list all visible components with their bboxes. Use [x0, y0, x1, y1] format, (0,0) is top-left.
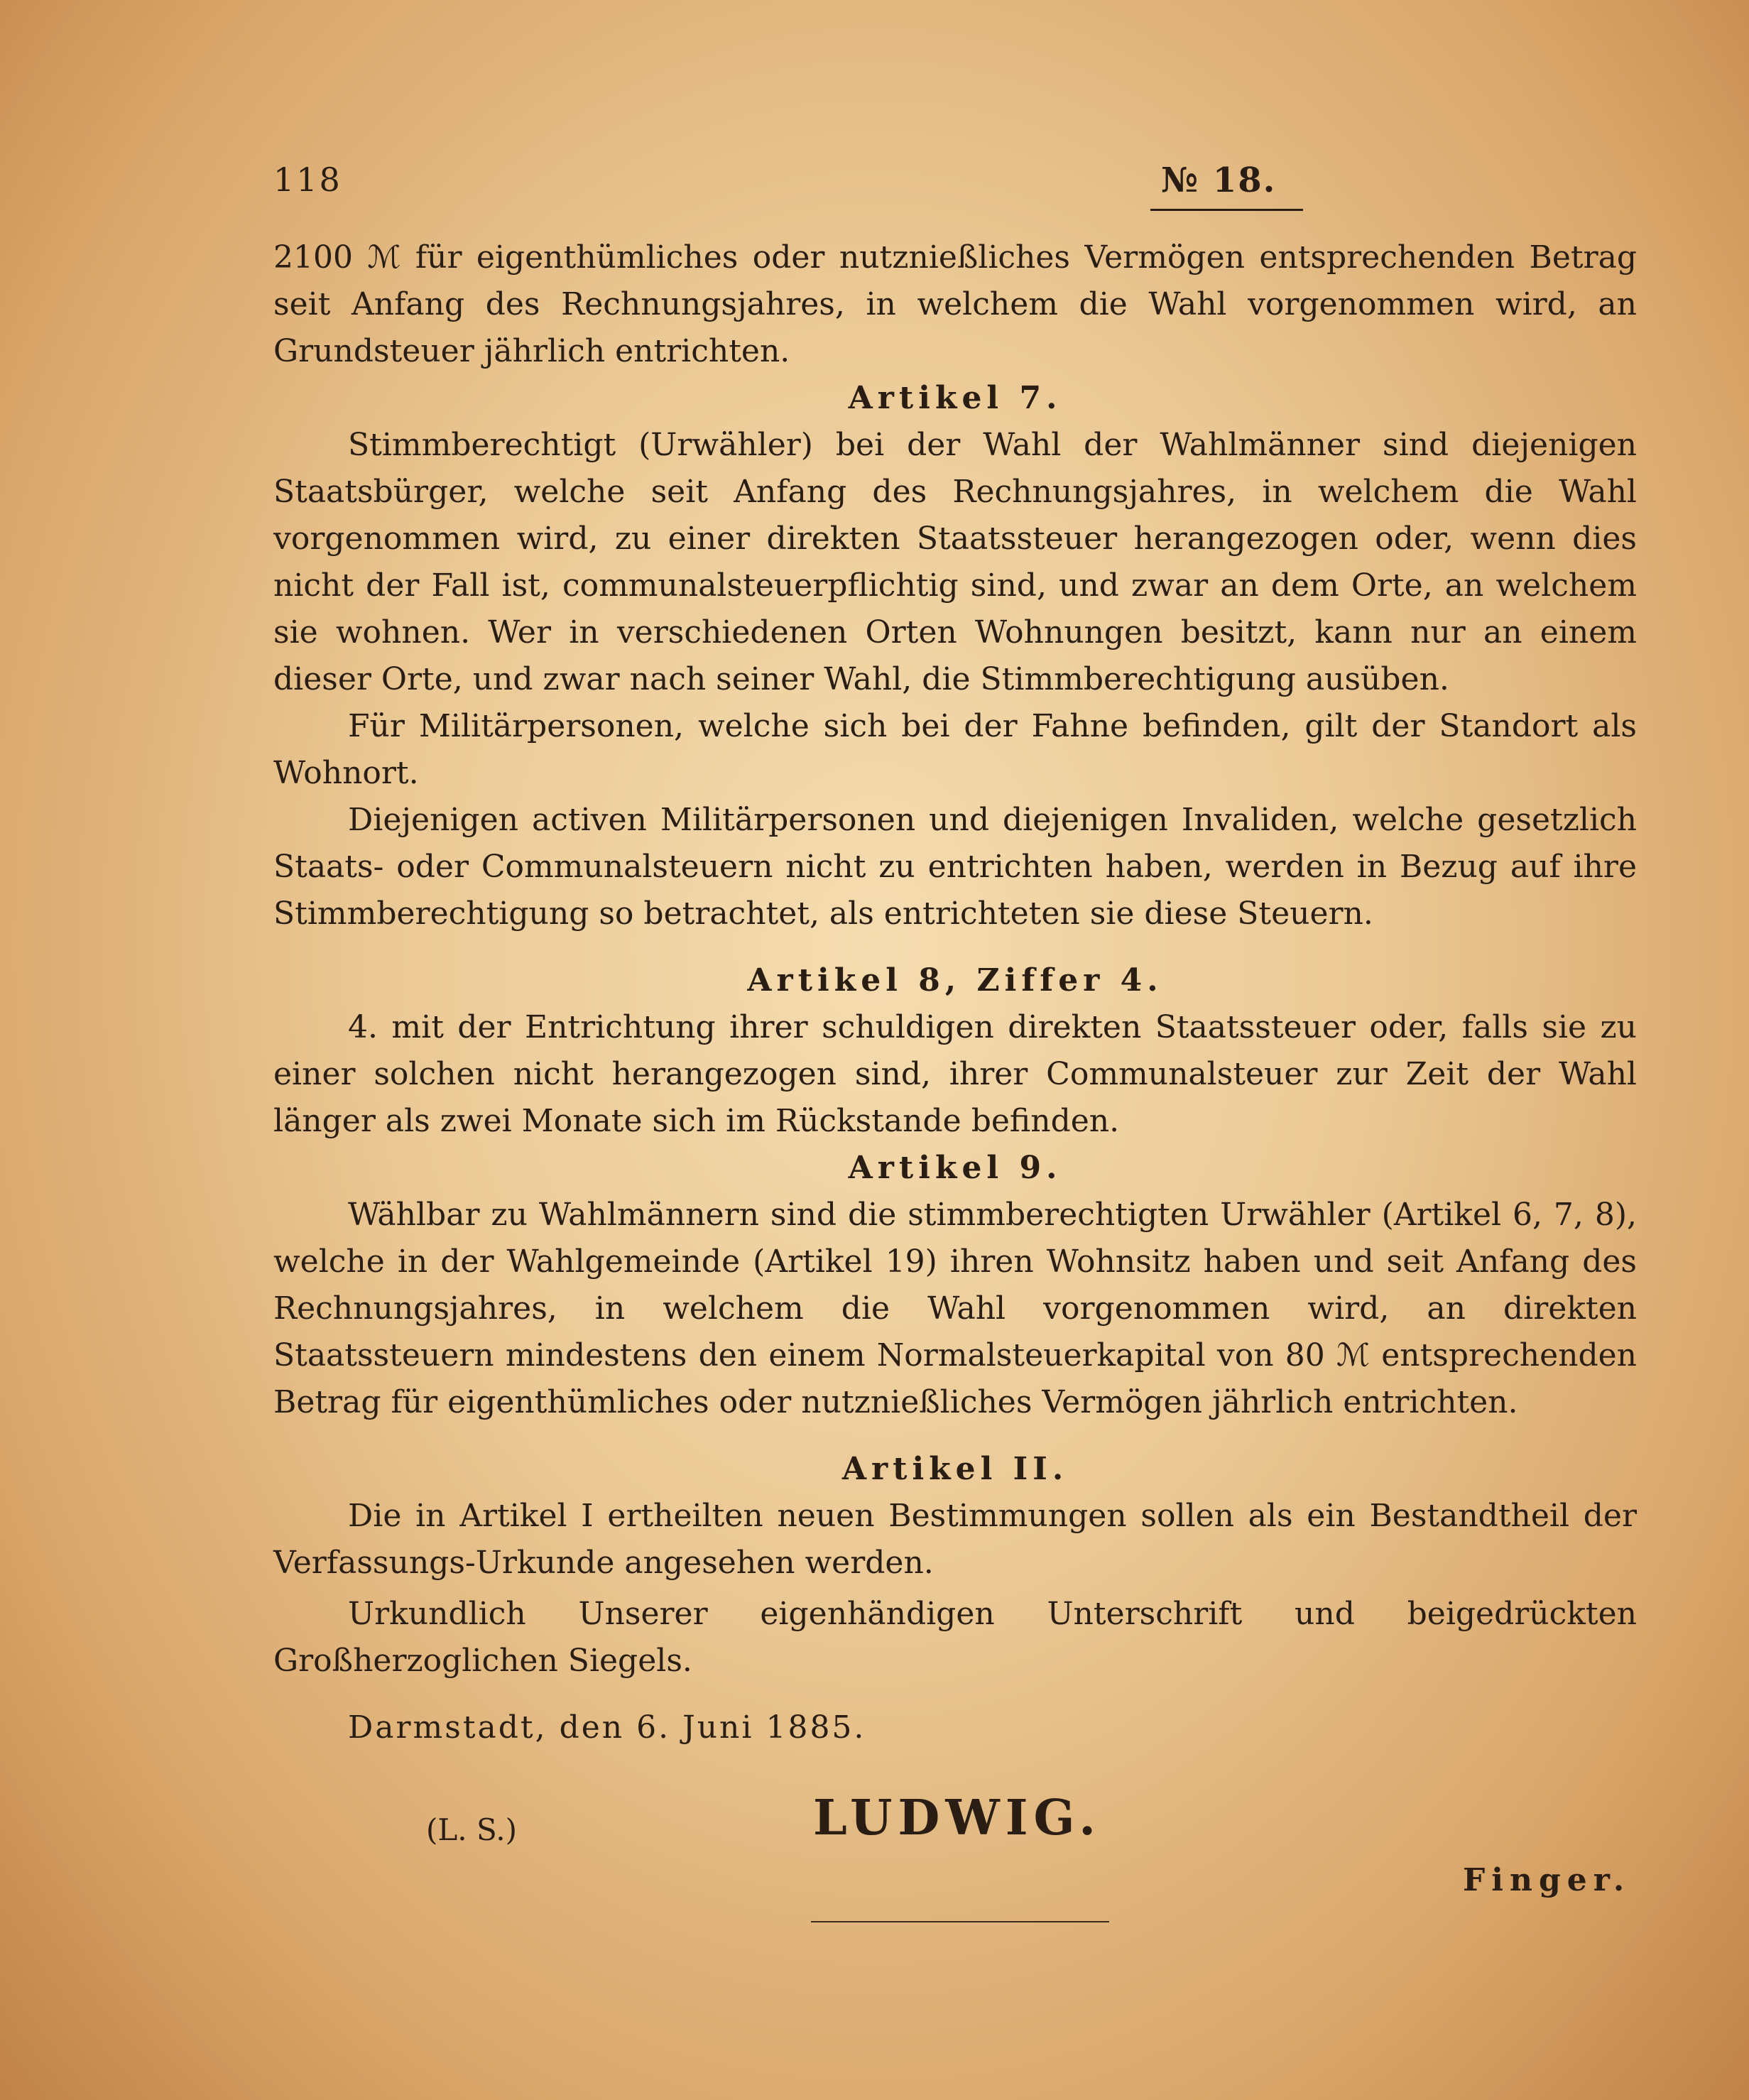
document-body [273, 234, 1637, 1751]
issue-number: № 18. [1161, 161, 1277, 200]
paragraph-artikel-8: 4. mit der Entrichtung ihrer schuldigen direkten Staatssteuer oder, falls sie zu einer solchen nicht herangezogen sind, ihrer Communalsteuer zur Zeit der Wahl länger als zwei Monate sich im Rückstande befinden. [273, 1009, 1637, 1139]
signature-block [273, 1790, 1637, 1939]
minister-signature: Finger. [1463, 1862, 1631, 1898]
page-header [273, 161, 1637, 217]
spacer [273, 937, 1637, 957]
heading-artikel-7: Artikel 7. [848, 380, 1062, 416]
paragraph-artikel-9: Wählbar zu Wahlmännern sind die stimmberechtigten Urwähler (Artikel 6, 7, 8), welche in der Wahlgemeinde (Artikel 19) ihren Wohnsitz haben und seit Anfang des Rechnungsjahres, in welchem die Wahl vorgenommen wird, an direkten Staatssteuern mindestens den einem Normalsteuerkapital von 80 ℳ entsprechenden Betrag für eigenthümliches oder nutznießliches Vermögen jährlich entrichten. [273, 1197, 1637, 1420]
spacer [273, 1426, 1637, 1446]
paragraph-artikel-7-2: Für Militärpersonen, welche sich bei der Fahne befinden, gilt der Standort als Wohnort. [273, 708, 1637, 791]
end-rule [811, 1921, 1109, 1922]
page-number: 118 [273, 161, 342, 199]
issue-underline [1150, 209, 1303, 211]
paragraph-urkundlich: Urkundlich Unserer eigenhändigen Unterschrift und beigedrückten Großherzoglichen Siegels. [273, 1596, 1637, 1679]
heading-artikel-9: Artikel 9. [848, 1150, 1062, 1186]
spacer [273, 1685, 1637, 1704]
paragraph-artikel-7-3: Diejenigen activen Militärpersonen und diejenigen Invaliden, welche gesetzlich Staats- oder Communalsteuern nicht zu entrichten haben, werden in Bezug auf ihre Stimmberechtigung so betrachtet, als entrichteten sie diese Steuern. [273, 802, 1637, 932]
ruler-signature: LUDWIG. [813, 1790, 1101, 1846]
seal-mark: (L. S.) [426, 1812, 517, 1847]
date-line: Darmstadt, den 6. Juni 1885. [348, 1709, 866, 1746]
heading-artikel-II: Artikel II. [841, 1451, 1069, 1487]
paragraph-artikel-II: Die in Artikel I ertheilten neuen Bestimmungen sollen als ein Bestandtheil der Verfassungs-Urkunde angesehen werden. [273, 1498, 1637, 1581]
paragraph-continuation: 2100 ℳ für eigenthümliches oder nutznießliches Vermögen entsprechenden Betrag seit Anfang des Rechnungsjahres, in welchem die Wahl vorgenommen wird, an Grundsteuer jährlich entrichten. [273, 239, 1637, 369]
heading-artikel-8: Artikel 8, Ziffer 4. [747, 962, 1163, 999]
paragraph-artikel-7-1: Stimmberechtigt (Urwähler) bei der Wahl der Wahlmänner sind diejenigen Staatsbürger, welche seit Anfang des Rechnungsjahres, in welchem die Wahl vorgenommen wird, zu einer direkten Staatssteuer herangezogen oder, wenn dies nicht der Fall ist, communalsteuerpflichtig sind, und zwar an dem Orte, an welchem sie wohnen. Wer in verschiedenen Orten Wohnungen besitzt, kann nur an einem dieser Orte, und zwar nach seiner Wahl, die Stimmberechtigung ausüben. [273, 427, 1637, 697]
